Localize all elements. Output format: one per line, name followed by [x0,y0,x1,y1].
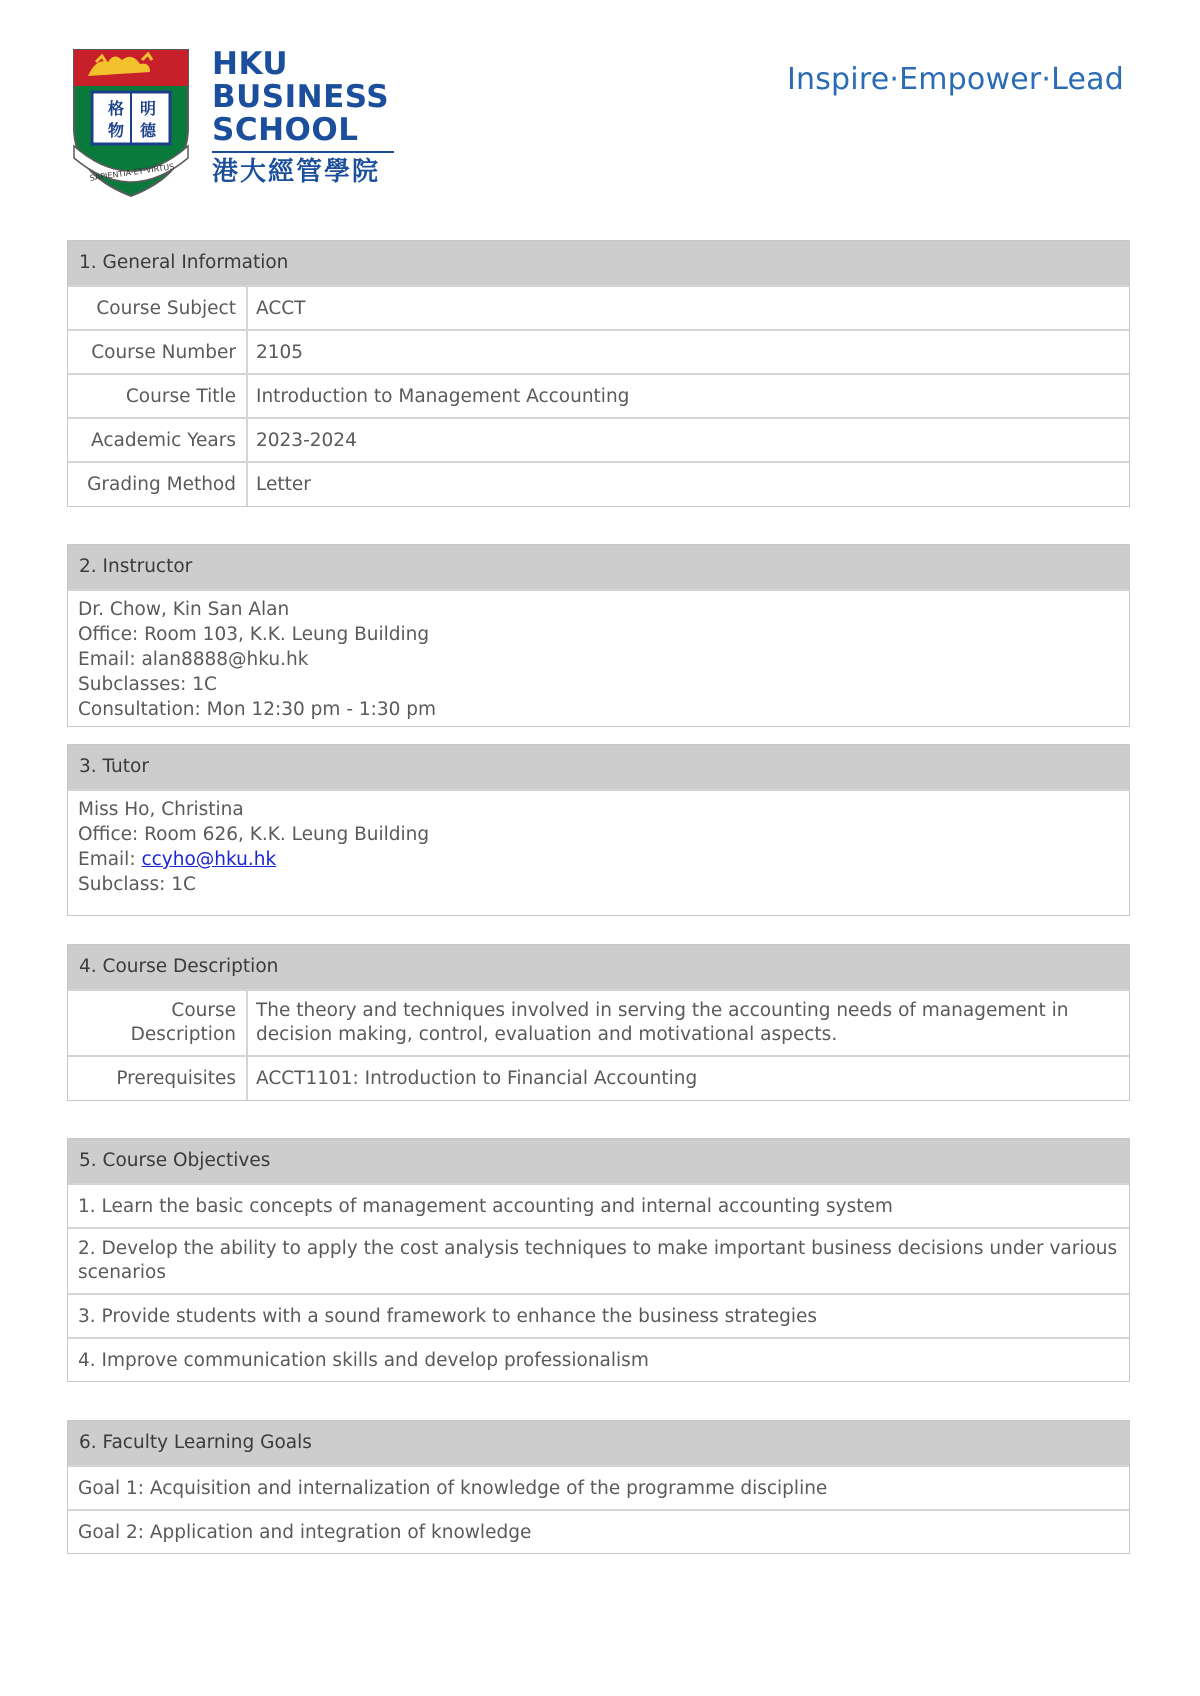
tutor-section [67,744,1130,916]
tutor-details [68,789,1129,915]
hku-business-school-wordmark [212,48,394,188]
crest-char: 物 [107,121,124,140]
crest-char: 明 [139,99,156,118]
general-information-section [67,240,1130,507]
row-value: ACCT [247,286,1129,330]
tutor-office: Office: Room 626, K.K. Leung Building [78,824,430,845]
row-label: Academic Years [68,418,247,462]
table-row [68,462,1129,506]
objective-item: 1. Learn the basic concepts of management accounting and internal accounting system [68,1183,1129,1227]
instructor-office: Office: Room 103, K.K. Leung Building [78,624,430,645]
table-row [68,990,1129,1056]
tutor-name: Miss Ho, Christina [78,799,244,820]
instructor-consultation: Consultation: Mon 12:30 pm - 1:30 pm [78,699,437,720]
page-header [66,46,1130,206]
goal-item: Goal 2: Application and integration of knowledge [68,1509,1129,1553]
brand-line: BUSINESS [212,79,390,115]
section-heading: 4. Course Description [68,945,1129,989]
tutor-email-label: Email: [78,849,142,870]
tutor-email-line [78,847,1119,872]
goal-item: Goal 1: Acquisition and internalization of knowledge of the programme discipline [68,1465,1129,1509]
crest-char: 格 [107,99,124,118]
table-row [68,374,1129,418]
objective-item: 3. Provide students with a sound framework to enhance the business strategies [68,1293,1129,1337]
crest-char: 德 [139,121,156,140]
table-row [68,1056,1129,1100]
course-description-section [67,944,1130,1101]
row-value: 2023-2024 [247,418,1129,462]
section-heading: 6. Faculty Learning Goals [68,1421,1129,1465]
row-value: The theory and techniques involved in serving the accounting needs of management in decision making, control, evaluation and motivational aspects. [247,990,1129,1056]
row-value: 2105 [247,330,1129,374]
row-label: Course Description [68,990,247,1056]
row-label: Prerequisites [68,1056,247,1100]
row-value: Letter [247,462,1129,506]
course-objectives-section [67,1138,1130,1382]
tutor-subclass: Subclass: 1C [78,874,196,895]
section-heading: 1. General Information [68,241,1129,285]
row-label: Course Number [68,330,247,374]
faculty-learning-goals-section [67,1420,1130,1554]
tutor-email-link[interactable]: ccyho@hku.hk [141,849,277,870]
crest-motto: SAPIENTIA·ET·VIRTUS [89,162,175,183]
brand-chinese-name: 港大經管學院 [212,157,381,187]
section-heading: 2. Instructor [68,545,1129,589]
instructor-email: Email: alan8888@hku.hk [78,649,309,670]
instructor-subclasses: Subclasses: 1C [78,674,217,695]
row-label: Grading Method [68,462,247,506]
table-row [68,330,1129,374]
instructor-section [67,544,1130,727]
course-description-table [68,989,1129,1100]
instructor-details [68,589,1129,726]
table-row [68,286,1129,330]
row-value: ACCT1101: Introduction to Financial Accounting [247,1056,1129,1100]
table-row [68,418,1129,462]
brand-line: HKU [212,46,289,82]
section-heading: 5. Course Objectives [68,1139,1129,1183]
tagline: Inspire·Empower·Lead [786,62,1124,97]
general-information-table [68,285,1129,506]
brand-line: SCHOOL [212,112,359,148]
row-label: Course Subject [68,286,247,330]
objective-item: 2. Develop the ability to apply the cost analysis techniques to make important business decisions under various scenarios [68,1227,1129,1293]
objective-item: 4. Improve communication skills and develop professionalism [68,1337,1129,1381]
row-value: Introduction to Management Accounting [247,374,1129,418]
brand-divider [212,151,394,153]
instructor-name: Dr. Chow, Kin San Alan [78,599,290,620]
section-heading: 3. Tutor [68,745,1129,789]
row-label: Course Title [68,374,247,418]
